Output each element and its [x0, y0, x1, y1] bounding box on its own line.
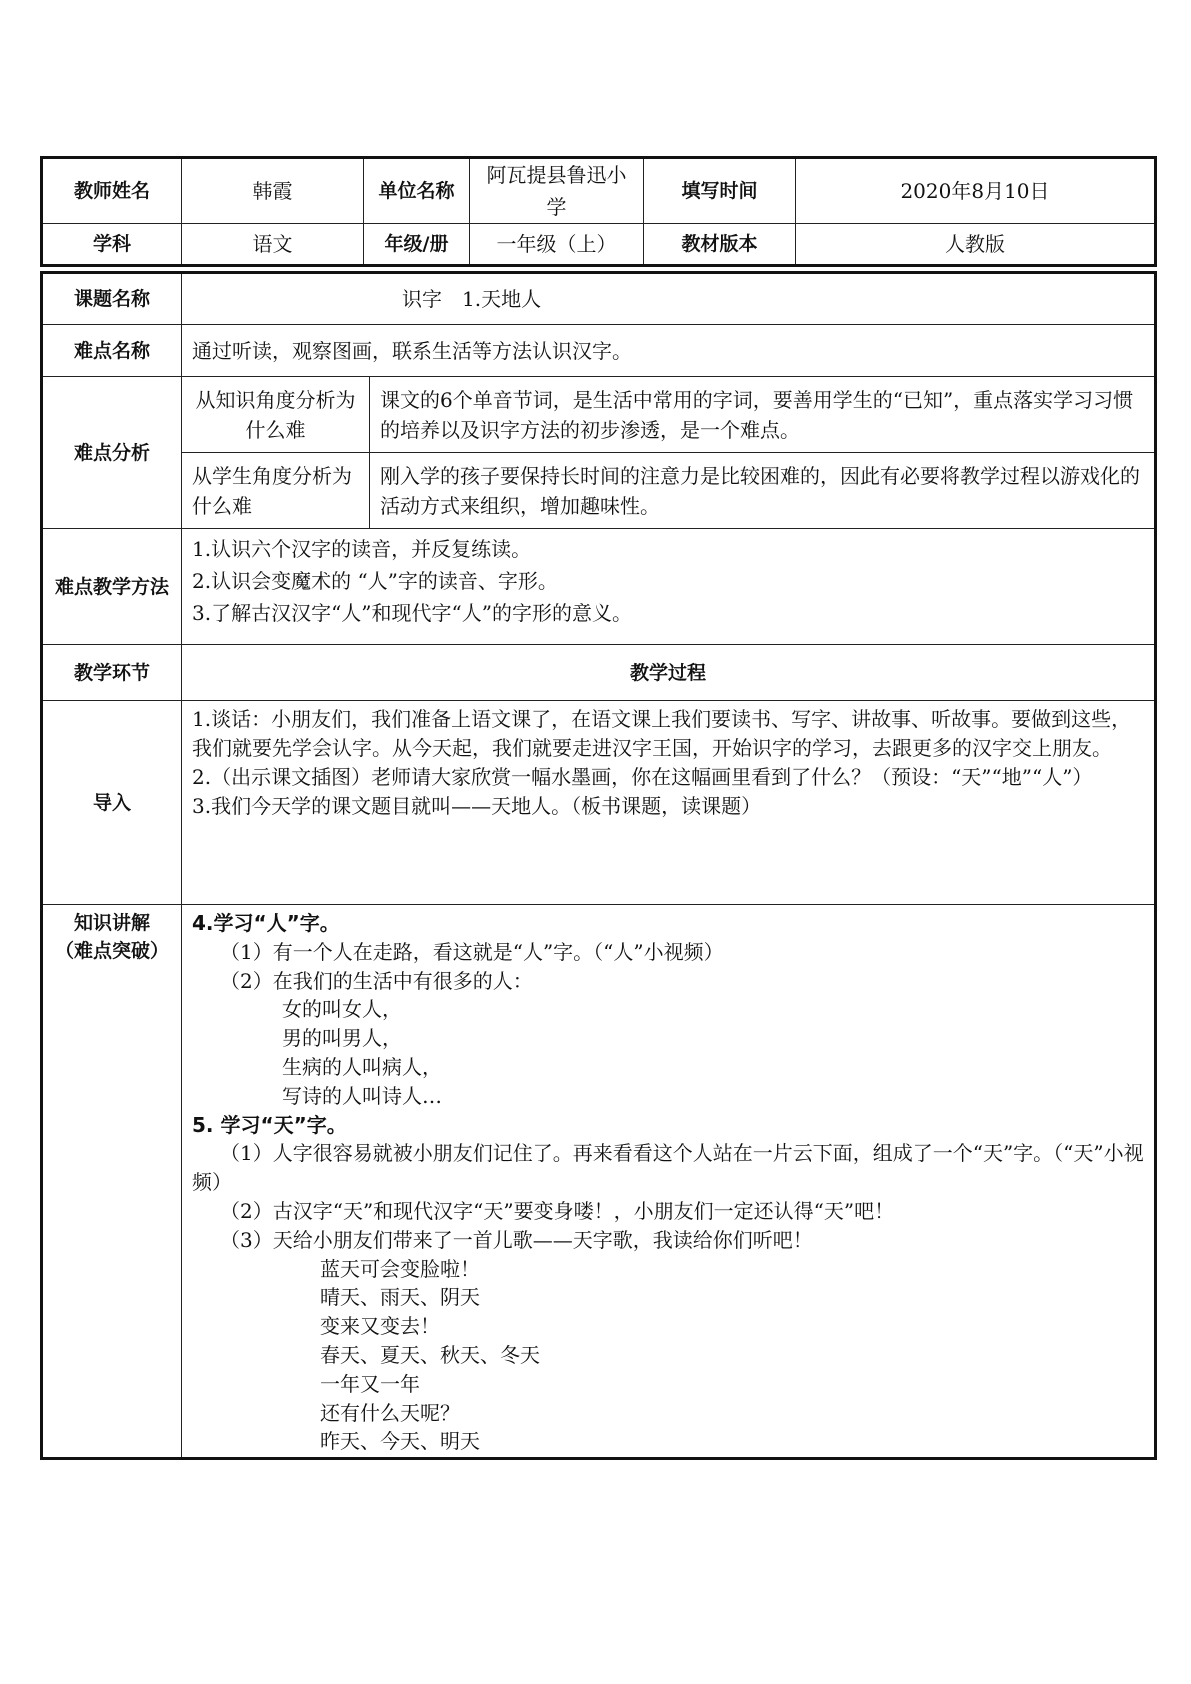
edition-label: 教材版本 — [644, 224, 796, 266]
content-table — [40, 271, 1157, 1460]
knowledge-label-line1: 知识讲解 — [73, 912, 150, 934]
people-list-item: 女的叫女人， — [282, 997, 402, 1022]
intro-content — [182, 701, 1156, 905]
difficulty-value: 通过听读，观察图画，联系生活等方法认识汉字。 — [182, 325, 1156, 377]
poem-line: 昨天、今天、明天 — [320, 1429, 480, 1454]
unit-label: 单位名称 — [364, 158, 470, 224]
teacher-value: 韩霞 — [182, 158, 364, 224]
poem-line: 变来又变去！ — [320, 1314, 440, 1339]
knowledge-angle-label: 从知识角度分析为什么难 — [182, 377, 370, 453]
intro-line: 1.谈话：小朋友们，我们准备上语文课了，在语文课上我们要读书、写字、讲故事、听故事。要做到这些，我们就要先学会认字。从今天起，我们就要走进汉字王国，开始识字的学习，去跟更多的汉字交上朋友。 — [192, 707, 1132, 760]
knowledge-content — [182, 905, 1156, 1459]
grade-value: 一年级（上） — [470, 224, 644, 266]
poem-line: 还有什么天呢？ — [320, 1400, 460, 1425]
people-list-item: 生病的人叫病人， — [282, 1054, 442, 1079]
poem-line: 蓝天可会变脸啦！ — [320, 1256, 480, 1281]
teacher-label: 教师姓名 — [42, 158, 182, 224]
process-label: 教学过程 — [182, 645, 1156, 701]
unit-value: 阿瓦提县鲁迅小学 — [470, 158, 644, 224]
knowledge-label-line2: （难点突破） — [54, 940, 169, 962]
section-4-item-2: （2）在我们的生活中有很多的人： — [220, 968, 533, 993]
date-value: 2020年8月10日 — [796, 158, 1156, 224]
section-5-item-3: （3）天给小朋友们带来了一首儿歌——天字歌，我读给你们听吧！ — [220, 1227, 813, 1252]
section-5-title: 5. 学习“天”字。 — [192, 1112, 347, 1137]
edition-value: 人教版 — [796, 224, 1156, 266]
topic-label: 课题名称 — [42, 273, 182, 325]
section-5-item-1: （1）人字很容易就被小朋友们记住了。再来看看这个人站在一片云下面，组成了一个“天”字。（“天”小视频） — [192, 1141, 1144, 1195]
knowledge-label — [42, 905, 182, 1459]
poem-line: 一年又一年 — [320, 1371, 420, 1396]
difficulty-label: 难点名称 — [42, 325, 182, 377]
methods-list — [182, 529, 1156, 645]
grade-label: 年级/册 — [364, 224, 470, 266]
intro-line: 2.（出示课文插图）老师请大家欣赏一幅水墨画，你在这幅画里看到了什么？（预设：“天”“地”“人”） — [192, 765, 1093, 789]
date-label: 填写时间 — [644, 158, 796, 224]
people-list-item: 写诗的人叫诗人… — [282, 1083, 442, 1108]
section-5-item-2: （2）古汉字“天”和现代汉字“天”要变身喽！，小朋友们一定还认得“天”吧！ — [220, 1198, 895, 1223]
people-list-item: 男的叫男人， — [282, 1026, 402, 1051]
methods-label: 难点教学方法 — [42, 529, 182, 645]
method-item: 1.认识六个汉字的读音，并反复练读。 — [192, 537, 532, 561]
poem-line: 晴天、雨天、阴天 — [320, 1285, 480, 1310]
header-table — [40, 156, 1157, 267]
section-4-title: 4.学习“人”字。 — [192, 911, 340, 935]
method-item: 3.了解古汉汉字“人”和现代字“人”的字形的意义。 — [192, 601, 632, 625]
knowledge-angle-value: 课文的6个单音节词，是生活中常用的字词，要善用学生的“已知”，重点落实学习习惯的培养以及识字方法的初步渗透，是一个难点。 — [370, 377, 1156, 453]
subject-value: 语文 — [182, 224, 364, 266]
lesson-plan-form — [40, 156, 1154, 1460]
student-angle-label: 从学生角度分析为什么难 — [182, 453, 370, 529]
student-angle-value: 刚入学的孩子要保持长时间的注意力是比较困难的，因此有必要将教学过程以游戏化的活动方式来组织，增加趣味性。 — [370, 453, 1156, 529]
intro-label: 导入 — [42, 701, 182, 905]
process-step-label: 教学环节 — [42, 645, 182, 701]
topic-value: 识字 1.天地人 — [182, 273, 1156, 325]
poem-line: 春天、夏天、秋天、冬天 — [320, 1342, 540, 1367]
section-4-item-1: （1）有一个人在走路，看这就是“人”字。（“人”小视频） — [220, 939, 724, 964]
subject-label: 学科 — [42, 224, 182, 266]
analysis-label: 难点分析 — [42, 377, 182, 529]
method-item: 2.认识会变魔术的 “人”字的读音、字形。 — [192, 569, 558, 593]
intro-line: 3.我们今天学的课文题目就叫——天地人。（板书课题，读课题） — [192, 794, 762, 818]
